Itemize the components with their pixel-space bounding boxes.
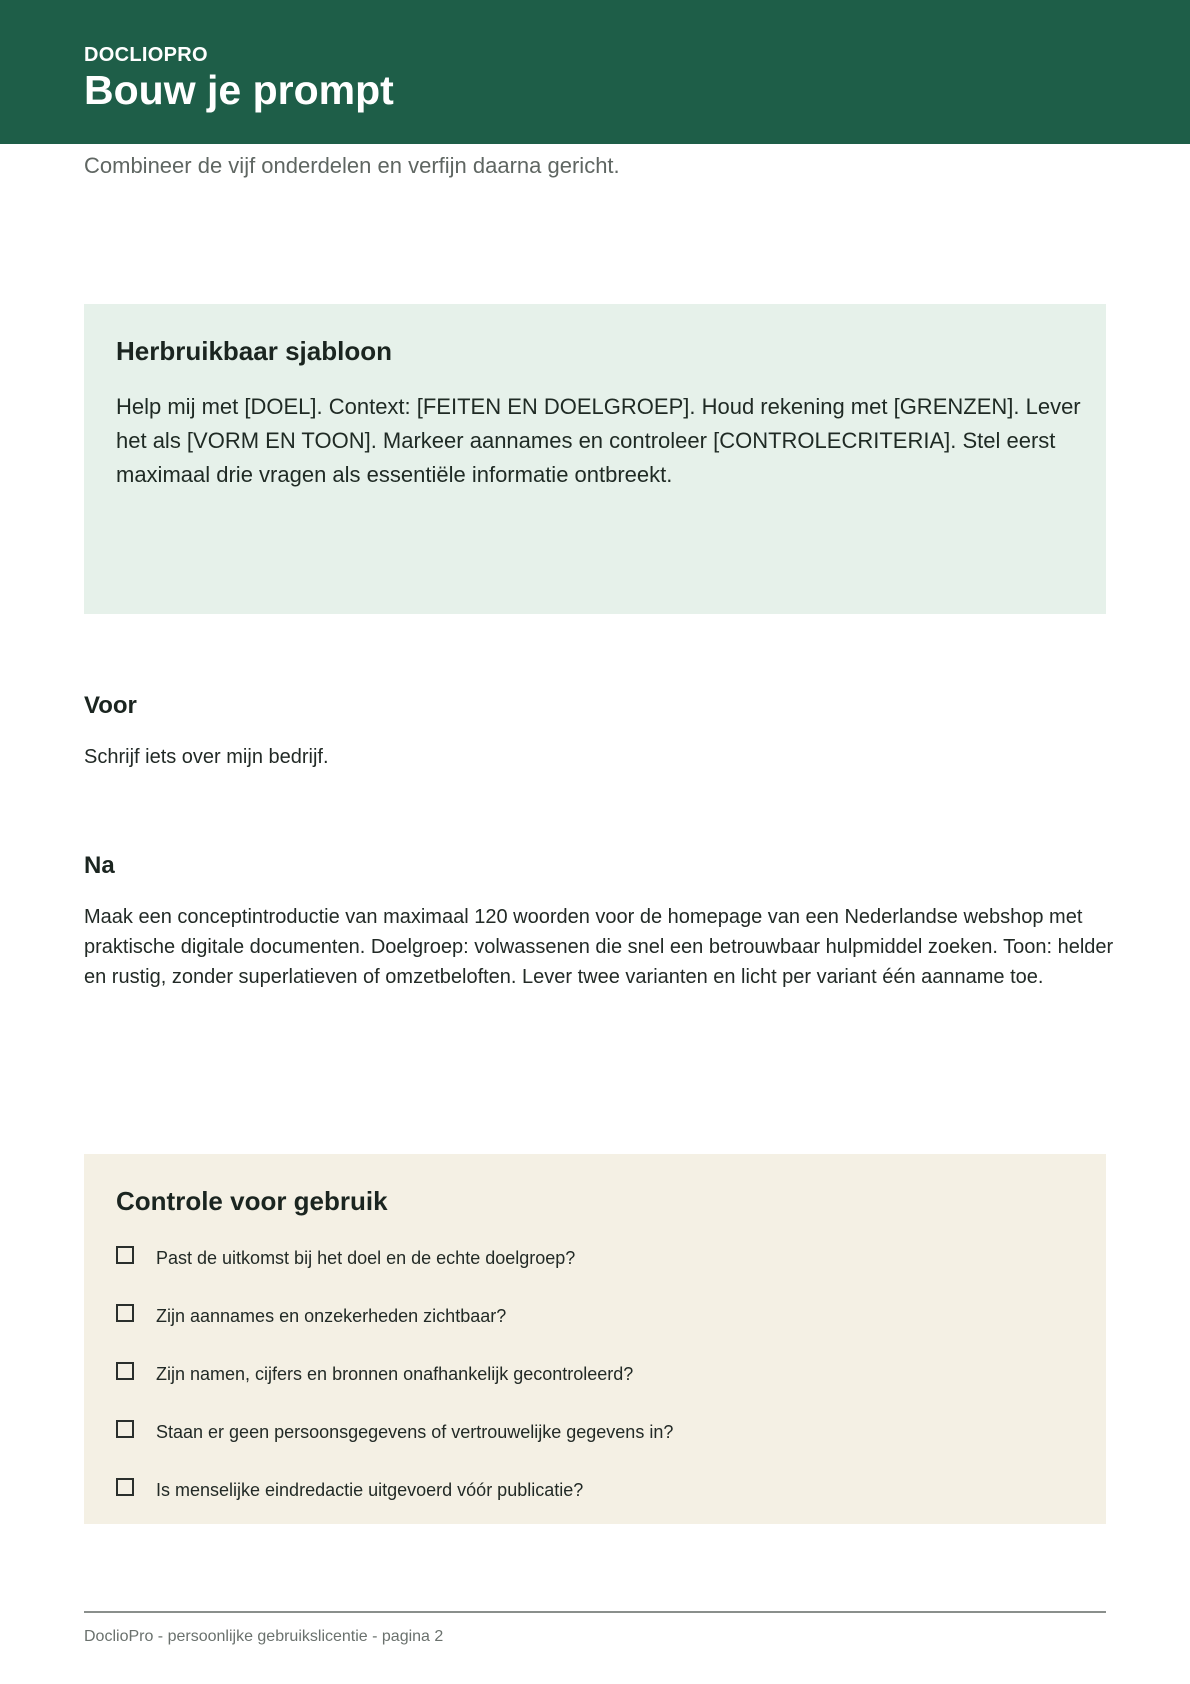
page-subtitle: Combineer de vijf onderdelen en verfijn daarna gericht.	[84, 153, 620, 178]
checkbox[interactable]	[116, 1304, 134, 1322]
checklist-heading: Controle voor gebruik	[116, 1186, 388, 1216]
template-box	[84, 304, 1106, 614]
checkbox[interactable]	[116, 1420, 134, 1438]
checklist-item-label: Zijn aannames en onzekerheden zichtbaar?	[156, 1306, 507, 1326]
before-heading: Voor	[84, 692, 137, 719]
checklist-item[interactable]	[116, 1246, 1076, 1274]
before-text: Schrijf iets over mijn bedrijf.	[84, 746, 329, 768]
after-heading: Na	[84, 852, 115, 879]
after-text: Maak een conceptintroductie van maximaal 120 woorden voor de homepage van een Nederlandse webshop met praktische digitale documenten. Doelgroep: volwassenen die snel een betrouwbaar hulpmiddel zoeken. Toon: helder en rustig, zonder superlatieven of omzetbeloften. Lever twee varianten en licht per variant één aanname toe.	[84, 906, 1114, 988]
checkbox[interactable]	[116, 1362, 134, 1380]
checklist-box	[84, 1154, 1106, 1524]
checklist-item[interactable]	[116, 1478, 1076, 1506]
page-title: Bouw je prompt	[84, 67, 394, 113]
template-text: Help mij met [DOEL]. Context: [FEITEN EN DOELGROEP]. Houd rekening met [GRENZEN]. Lever het als [VORM EN TOON]. Markeer aannames en controleer [CONTROLECRITERIA]. Stel eerst maximaal drie vragen als essentiële informatie ontbreekt.	[116, 394, 1081, 487]
checklist-item-label: Is menselijke eindredactie uitgevoerd vóór publicatie?	[156, 1480, 584, 1500]
checklist-item[interactable]	[116, 1304, 1076, 1332]
checklist-item-label: Zijn namen, cijfers en bronnen onafhankelijk gecontroleerd?	[156, 1364, 634, 1384]
page-footer: DoclioPro - persoonlijke gebruikslicentie - pagina 2	[84, 1628, 444, 1645]
checkbox[interactable]	[116, 1246, 134, 1264]
checklist-item[interactable]	[116, 1362, 1076, 1390]
template-heading: Herbruikbaar sjabloon	[116, 336, 392, 366]
footer-divider	[84, 1611, 1106, 1613]
checkbox[interactable]	[116, 1478, 134, 1496]
page-header	[0, 0, 1190, 144]
checklist-item[interactable]	[116, 1420, 1076, 1448]
checklist-item-label: Staan er geen persoonsgegevens of vertrouwelijke gegevens in?	[156, 1422, 674, 1442]
brand-name: DOCLIOPRO	[84, 44, 208, 66]
checklist-item-label: Past de uitkomst bij het doel en de echte doelgroep?	[156, 1248, 576, 1268]
